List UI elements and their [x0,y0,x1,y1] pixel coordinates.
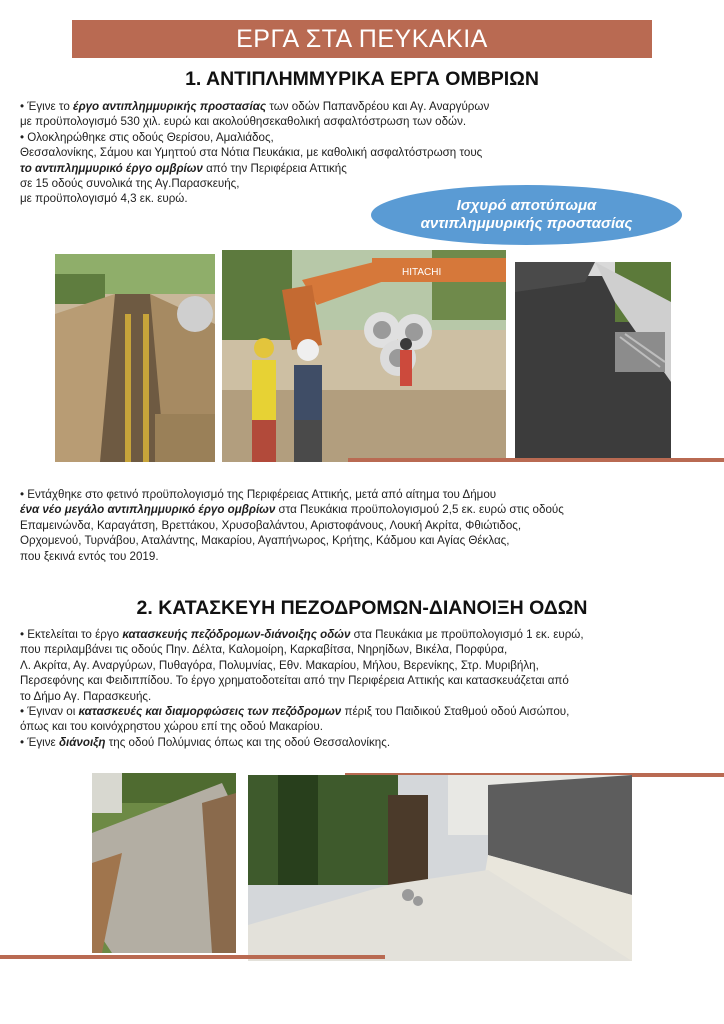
new-road-photo [248,775,632,961]
excavator-brand-label: HITACHI [402,267,442,278]
oval-line-1: Ισχυρό αποτύπωμα [456,197,597,214]
section1-heading: 1. ΑΝΤΙΠΛΗΜΜΥΡΙΚΑ ΕΡΓΑ ΟΜΒΡΙΩΝ [185,68,539,90]
section1-paragraph2: • Εντάχθηκε στο φετινό προϋπολογισμό της Περιφέρειας Αττικής, μετά από αίτημα του Δήμου ένα νέο μεγάλο αντιπλημμυρικό έργο ομβρίων στα Πευκάκια προϋπολογισμού 2,5 εκ. ευρώ στις οδούς Επαμεινώνδα, Καραγάτση, Βρεττάκου, Χρυσοβαλάντου, Αριστοφάνους, Λουκή Ακρίτα, Φθιώτιδος, Ορχομενού, Τυρνάβου, Αταλάντης, Μακαρίου, Αγαπήνωρος, Κρήτης, Κάδμου και Αγίας Θέκλας, που ξεκινά εντός του 2019. [20,488,564,563]
excavator-photo [222,250,506,462]
page-banner-title: ΕΡΓΑ ΣΤΑ ΠΕΥΚΑΚΙΑ [72,20,652,58]
oval-line-2: αντιπλημμυρικής προστασίας [420,215,633,232]
asphalt-street-photo [515,262,671,462]
section2-paragraph: • Εκτελείται το έργο κατασκευής πεζόδρομων-διάνοιξης οδών στα Πευκάκια με προϋπολογισμό 1 εκ. ευρώ, που περιλαμβάνει τις οδούς Πην. Δέλτα, Καλομοίρη, Καρκαβίτσα, Νηρηίδων, Βικέλα, Πορφύρα, Λ. Ακρίτα, Αγ. Αναργύρων, Πυθαγόρα, Πολυμνίας, Εθν. Μακαρίου, Μήλου, Βερενίκης, Στρ. Μυριβήλη, Περσεφόνης και Φειδιππίδου. Το έργο χρηματοδοτείται από την Περιφέρεια Αττικής και κατασκευάζεται από το Δήμο Αγ. Παρασκευής. • Έγιναν οι κατασκευές και διαμορφώσεις των πεζόδρομων πέριξ του Παιδικού Σταθμού οδού Αισώπου, όπως και του κοινόχρηστου χώρου επί της οδού Μακαρίου. • Έγινε διάνοιξη της οδού Πολύμνιας όπως και της οδού Θεσσαλονίκης. [20,628,584,749]
divider-rule-3 [0,955,385,959]
section2-heading: 2. ΚΑΤΑΣΚΕΥΗ ΠΕΖΟΔΡΟΜΩΝ-ΔΙΑΝΟΙΞΗ ΟΔΩΝ [136,597,588,619]
highlight-oval-badge [371,185,682,245]
gravel-path-photo [92,773,236,953]
section1-paragraph1: • Έγινε το έργο αντιπλημμυρικής προστασίας των οδών Παπανδρέου και Αγ. Αναργύρων με προϋπολογισμό 530 χιλ. ευρώ και ακολούθησεκαθολική ασφαλτόστρωση των οδών. • Ολοκληρώθηκε στις οδούς Θερίσου, Αμαλιάδος, Θεσσαλονίκης, Σάμου και Υμηττού στα Νότια Πευκάκια, με καθολική ασφαλτόστρωση τους το αντιπλημμυρικό έργο ομβρίων από την Περιφέρεια Αττικής σε 15 οδούς συνολικά της Αγ.Παρασκευής, με προϋπολογισμό 4,3 εκ. ευρώ. [20,100,490,206]
divider-rule-1 [348,458,724,462]
trench-photo [55,254,215,462]
